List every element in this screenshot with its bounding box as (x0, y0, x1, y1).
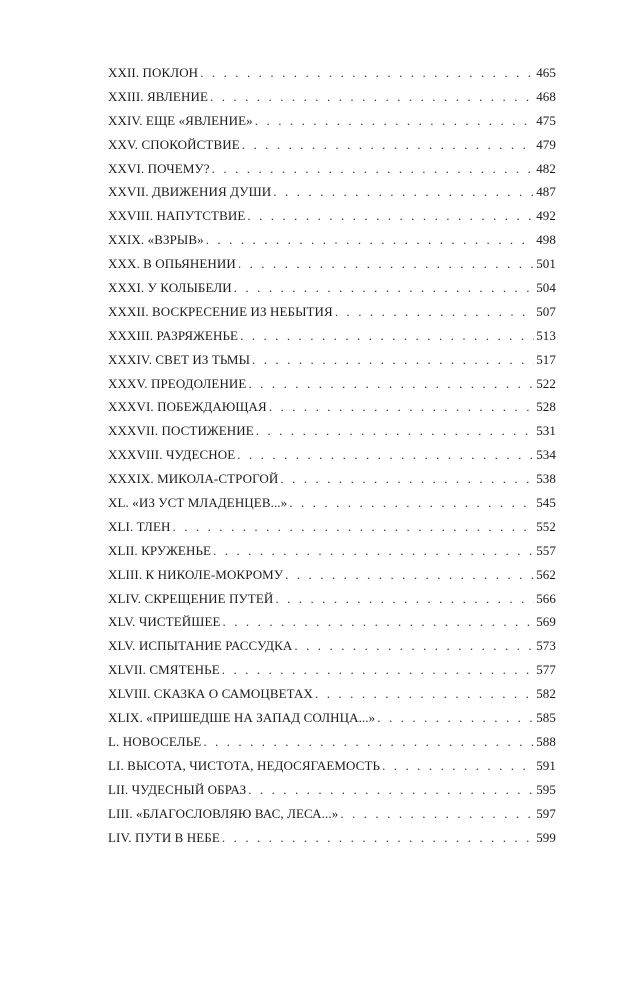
toc-entry-title: XLIII. К НИКОЛЕ-МОКРОМУ (108, 566, 284, 582)
dot-leader (173, 515, 535, 539)
toc-entry-title: XXXIII. РАЗРЯЖЕНЬЕ (108, 327, 239, 343)
toc-entry-title: XXVII. ДВИЖЕНИЯ ДУШИ (108, 184, 272, 200)
dot-leader (315, 682, 534, 706)
toc-entry-page-number: 528 (536, 399, 556, 415)
dot-leader (212, 157, 535, 181)
toc-entry (108, 324, 556, 348)
toc-entry (108, 300, 556, 324)
toc-entry (108, 467, 556, 491)
toc-entry-title: LI. ВЫСОТА, ЧИСТОТА, НЕДОСЯГАЕМОСТЬ (108, 757, 381, 773)
toc-entry (108, 252, 556, 276)
toc-entry-title: XLV. ИСПЫТАНИЕ РАССУДКА (108, 638, 293, 654)
toc-entry-title: XL. «ИЗ УСТ МЛАДЕНЦЕВ...» (108, 495, 288, 511)
toc-entry-title: XXVIII. НАПУТСТВИЕ (108, 208, 246, 224)
table-of-contents (108, 61, 556, 849)
toc-entry-page-number: 545 (536, 495, 556, 511)
toc-entry-page-number: 534 (536, 447, 556, 463)
toc-entry-title: XXXIX. МИКОЛА-СТРОГОЙ (108, 471, 279, 487)
toc-entry-page-number: 599 (536, 829, 556, 845)
toc-entry-title: XXXIV. СВЕТ ИЗ ТЬМЫ (108, 351, 251, 367)
toc-entry-page-number: 522 (536, 375, 556, 391)
dot-leader (340, 802, 534, 826)
toc-entry-title: XLVIII. СКАЗКА О САМОЦВЕТАХ (108, 686, 314, 702)
toc-entry (108, 204, 556, 228)
toc-entry-page-number: 552 (536, 518, 556, 534)
dot-leader (242, 133, 534, 157)
toc-entry (108, 826, 556, 850)
dot-leader (237, 443, 534, 467)
toc-entry-title: XXXII. ВОСКРЕСЕНИЕ ИЗ НЕБЫТИЯ (108, 303, 333, 319)
toc-entry-page-number: 597 (536, 805, 556, 821)
toc-entry-page-number: 501 (536, 256, 556, 272)
toc-entry-page-number: 562 (536, 566, 556, 582)
toc-entry-page-number: 479 (536, 136, 556, 152)
dot-leader (200, 61, 534, 85)
toc-entry (108, 754, 556, 778)
toc-entry-page-number: 487 (536, 184, 556, 200)
dot-leader (238, 252, 534, 276)
toc-entry-page-number: 498 (536, 232, 556, 248)
toc-entry (108, 348, 556, 372)
dot-leader (289, 491, 534, 515)
toc-entry-page-number: 569 (536, 614, 556, 630)
dot-leader (222, 826, 534, 850)
toc-entry-page-number: 492 (536, 208, 556, 224)
toc-entry-page-number: 468 (536, 88, 556, 104)
toc-entry-page-number: 566 (536, 590, 556, 606)
toc-entry (108, 491, 556, 515)
toc-entry-page-number: 475 (536, 112, 556, 128)
dot-leader (248, 778, 534, 802)
toc-entry-title: XXXVII. ПОСТИЖЕНИЕ (108, 423, 254, 439)
dot-leader (275, 587, 534, 611)
toc-entry-page-number: 595 (536, 781, 556, 797)
toc-entry-page-number: 582 (536, 686, 556, 702)
toc-entry-title: LIII. «БЛАГОСЛОВЛЯЮ ВАС, ЛЕСА...» (108, 805, 339, 821)
toc-entry-title: XXXVI. ПОБЕЖДАЮЩАЯ (108, 399, 267, 415)
toc-entry (108, 778, 556, 802)
toc-entry-title: XLI. ТЛЕН (108, 518, 171, 534)
toc-entry-page-number: 507 (536, 303, 556, 319)
dot-leader (222, 658, 534, 682)
toc-entry (108, 109, 556, 133)
toc-entry (108, 85, 556, 109)
toc-entry-title: XLII. КРУЖЕНЬЕ (108, 542, 212, 558)
dot-leader (213, 539, 534, 563)
toc-entry (108, 61, 556, 85)
dot-leader (335, 300, 534, 324)
toc-entry-page-number: 531 (536, 423, 556, 439)
toc-entry (108, 157, 556, 181)
toc-entry (108, 443, 556, 467)
toc-entry (108, 802, 556, 826)
toc-entry (108, 372, 556, 396)
dot-leader (285, 563, 534, 587)
toc-entry-page-number: 585 (536, 710, 556, 726)
toc-entry-page-number: 591 (536, 757, 556, 773)
toc-entry-page-number: 513 (536, 327, 556, 343)
dot-leader (240, 324, 534, 348)
toc-entry (108, 658, 556, 682)
toc-entry-page-number: 588 (536, 733, 556, 749)
toc-entry (108, 706, 556, 730)
dot-leader (382, 754, 534, 778)
toc-entry-title: LIV. ПУТИ В НЕБЕ (108, 829, 220, 845)
toc-entry (108, 395, 556, 419)
toc-entry-page-number: 504 (536, 280, 556, 296)
toc-entry-title: LII. ЧУДЕСНЫЙ ОБРАЗ (108, 781, 247, 797)
dot-leader (247, 204, 534, 228)
dot-leader (256, 419, 534, 443)
toc-entry-title: XLIX. «ПРИШЕДШЕ НА ЗАПАД СОЛНЦА...» (108, 710, 376, 726)
toc-entry (108, 276, 556, 300)
toc-entry-page-number: 465 (536, 65, 556, 80)
dot-leader (269, 395, 534, 419)
toc-entry-page-number: 573 (536, 638, 556, 654)
dot-leader (280, 467, 534, 491)
toc-entry-title: XXXV. ПРЕОДОЛЕНИЕ (108, 375, 247, 391)
toc-entry-title: XXX. В ОПЬЯНЕНИИ (108, 256, 236, 272)
toc-entry-page-number: 538 (536, 471, 556, 487)
dot-leader (248, 372, 534, 396)
dot-leader (203, 730, 534, 754)
toc-entry (108, 563, 556, 587)
dot-leader (377, 706, 534, 730)
toc-entry (108, 682, 556, 706)
dot-leader (234, 276, 534, 300)
dot-leader (223, 610, 535, 634)
toc-entry (108, 515, 556, 539)
toc-entry-page-number: 557 (536, 542, 556, 558)
toc-entry (108, 180, 556, 204)
toc-entry (108, 133, 556, 157)
dot-leader (255, 109, 534, 133)
toc-entry-title: XXIX. «ВЗРЫВ» (108, 232, 204, 248)
toc-entry-page-number: 577 (536, 662, 556, 678)
toc-entry (108, 610, 556, 634)
toc-entry-title: XLVII. СМЯТЕНЬЕ (108, 662, 220, 678)
toc-entry-title: XXII. ПОКЛОН (108, 65, 199, 80)
toc-entry (108, 730, 556, 754)
dot-leader (210, 85, 534, 109)
toc-entry-title: XLIV. СКРЕЩЕНИЕ ПУТЕЙ (108, 590, 274, 606)
toc-entry (108, 228, 556, 252)
dot-leader (252, 348, 534, 372)
toc-entry-title: XXIV. ЕЩЕ «ЯВЛЕНИЕ» (108, 112, 253, 128)
toc-entry (108, 634, 556, 658)
toc-entry-title: XXV. СПОКОЙСТВИЕ (108, 136, 240, 152)
toc-entry-title: XLV. ЧИСТЕЙШЕЕ (108, 614, 221, 630)
toc-entry (108, 539, 556, 563)
dot-leader (206, 228, 534, 252)
toc-entry-page-number: 517 (536, 351, 556, 367)
dot-leader (294, 634, 534, 658)
toc-entry-page-number: 482 (536, 160, 556, 176)
dot-leader (273, 180, 534, 204)
toc-entry-title: XXVI. ПОЧЕМУ? (108, 160, 210, 176)
toc-entry-title: XXXVIII. ЧУДЕСНОЕ (108, 447, 236, 463)
toc-entry-title: L. НОВОСЕЛЬЕ (108, 733, 202, 749)
toc-entry (108, 587, 556, 611)
toc-entry-title: XXIII. ЯВЛЕНИЕ (108, 88, 208, 104)
toc-entry-title: XXXI. У КОЛЫБЕЛИ (108, 280, 232, 296)
toc-entry (108, 419, 556, 443)
